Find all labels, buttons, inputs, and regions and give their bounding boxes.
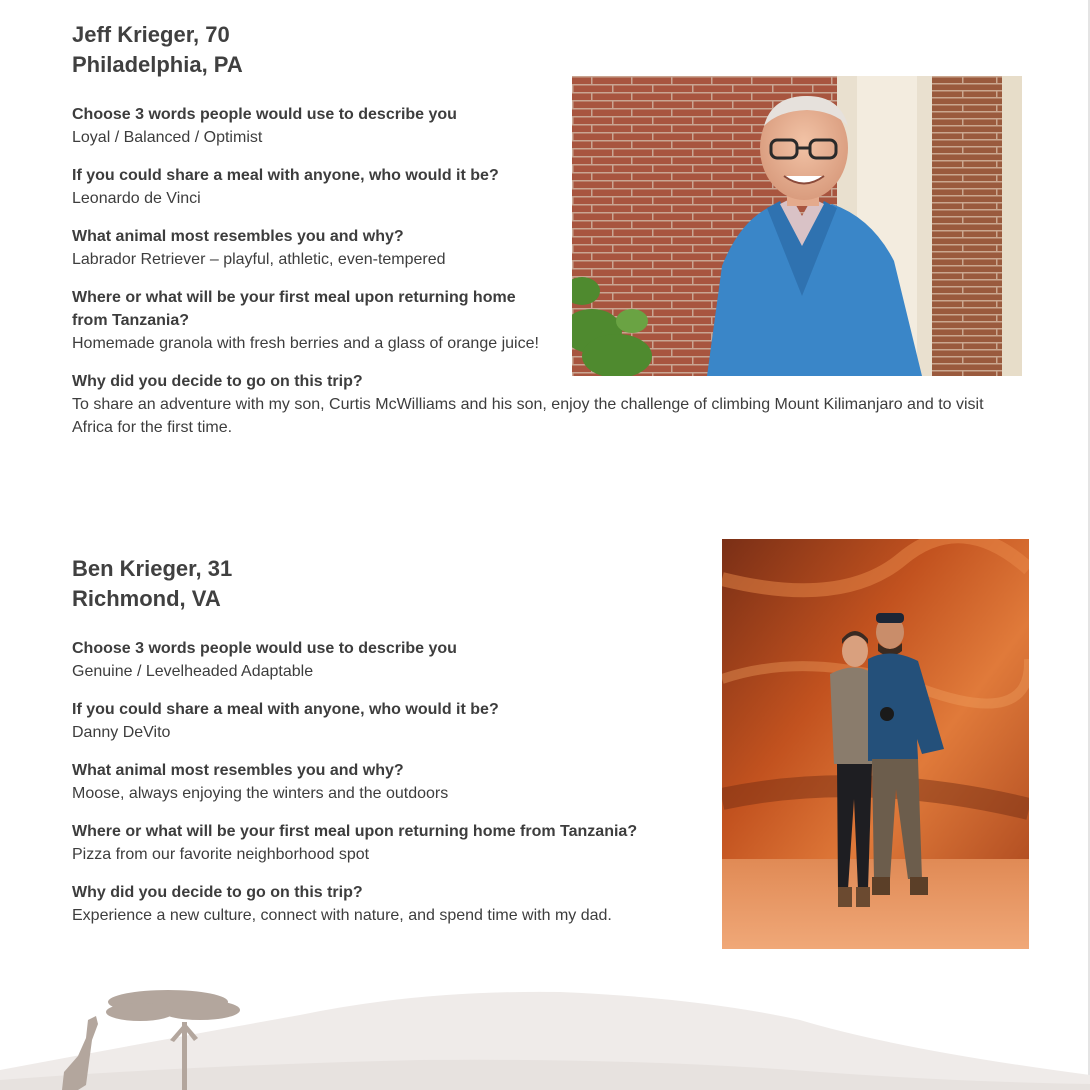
qa-item: [72, 103, 542, 149]
profile-name: Jeff Krieger, 70: [72, 22, 230, 47]
question: What animal most resembles you and why?: [72, 228, 404, 245]
question: Why did you decide to go on this trip?: [72, 884, 363, 901]
answer: To share an adventure with my son, Curtis McWilliams and his son, enjoy the challenge of climbing Mount Kilimanjaro and to visit Africa for the first time.: [72, 396, 984, 436]
qa-item: [72, 881, 712, 927]
profile-location: Philadelphia, PA: [72, 52, 243, 77]
profile-location: Richmond, VA: [72, 586, 221, 611]
answer: Pizza from our favorite neighborhood spot: [72, 846, 370, 863]
question: Choose 3 words people would use to describe you: [72, 106, 457, 123]
landscape-silhouette: [0, 980, 1090, 1090]
answer: Genuine / Levelheaded Adaptable: [72, 663, 314, 680]
answer: Labrador Retriever – playful, athletic, even-tempered: [72, 251, 446, 268]
qa-item: [72, 225, 542, 271]
answer: Moose, always enjoying the winters and the outdoors: [72, 785, 449, 802]
question: What animal most resembles you and why?: [72, 762, 404, 779]
profile-name: Ben Krieger, 31: [72, 556, 233, 581]
answer: Loyal / Balanced / Optimist: [72, 129, 263, 146]
qa-item: [72, 820, 712, 866]
qa-item: [72, 698, 712, 744]
qa-item: [72, 759, 712, 805]
answer: Homemade granola with fresh berries and a glass of orange juice!: [72, 335, 539, 352]
question: Why did you decide to go on this trip?: [72, 373, 363, 390]
question: Where or what will be your first meal upon returning home from Tanzania?: [72, 823, 638, 840]
portrait-photo: [572, 76, 1022, 376]
question: If you could share a meal with anyone, who would it be?: [72, 701, 499, 718]
qa-item: [72, 370, 1007, 439]
qa-item: [72, 164, 542, 210]
profile-ben: [72, 554, 712, 927]
qa-item: [72, 286, 542, 355]
question: Where or what will be your first meal upon returning home from Tanzania?: [72, 289, 516, 329]
answer: Danny DeVito: [72, 724, 171, 741]
answer: Experience a new culture, connect with nature, and spend time with my dad.: [72, 907, 612, 924]
answer: Leonardo de Vinci: [72, 190, 201, 207]
qa-item: [72, 637, 712, 683]
question: If you could share a meal with anyone, who would it be?: [72, 167, 499, 184]
couple-canyon-photo: [722, 539, 1029, 949]
question: Choose 3 words people would use to describe you: [72, 640, 457, 657]
